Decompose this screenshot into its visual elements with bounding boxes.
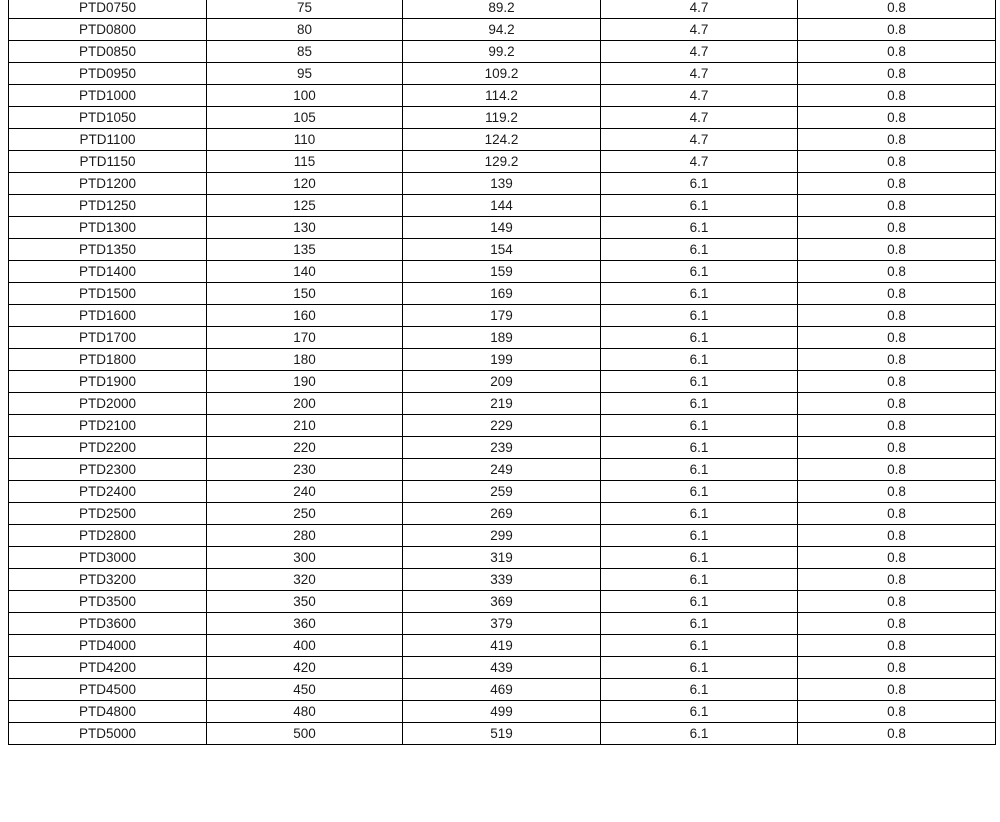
part-code-cell: PTD1900 — [9, 371, 207, 393]
table-row — [9, 85, 996, 107]
outer-diameter-cell: 114.2 — [403, 85, 601, 107]
nominal-size-cell: 85 — [207, 41, 403, 63]
thickness-cell: 0.8 — [798, 437, 996, 459]
thickness-cell: 0.8 — [798, 41, 996, 63]
part-code-cell: PTD1600 — [9, 305, 207, 327]
table-row — [9, 371, 996, 393]
width-cell: 6.1 — [601, 459, 798, 481]
nominal-size-cell: 300 — [207, 547, 403, 569]
part-code-cell: PTD3500 — [9, 591, 207, 613]
nominal-size-cell: 480 — [207, 701, 403, 723]
outer-diameter-cell: 249 — [403, 459, 601, 481]
outer-diameter-cell: 119.2 — [403, 107, 601, 129]
thickness-cell: 0.8 — [798, 217, 996, 239]
width-cell: 6.1 — [601, 503, 798, 525]
outer-diameter-cell: 469 — [403, 679, 601, 701]
width-cell: 6.1 — [601, 657, 798, 679]
width-cell: 4.7 — [601, 85, 798, 107]
table-row — [9, 107, 996, 129]
part-code-cell: PTD2500 — [9, 503, 207, 525]
thickness-cell: 0.8 — [798, 349, 996, 371]
table-row — [9, 701, 996, 723]
table-row — [9, 0, 996, 19]
nominal-size-cell: 160 — [207, 305, 403, 327]
outer-diameter-cell: 154 — [403, 239, 601, 261]
width-cell: 4.7 — [601, 129, 798, 151]
thickness-cell: 0.8 — [798, 503, 996, 525]
outer-diameter-cell: 339 — [403, 569, 601, 591]
nominal-size-cell: 130 — [207, 217, 403, 239]
thickness-cell: 0.8 — [798, 283, 996, 305]
outer-diameter-cell: 419 — [403, 635, 601, 657]
thickness-cell: 0.8 — [798, 85, 996, 107]
nominal-size-cell: 115 — [207, 151, 403, 173]
nominal-size-cell: 105 — [207, 107, 403, 129]
width-cell: 6.1 — [601, 679, 798, 701]
width-cell: 6.1 — [601, 481, 798, 503]
width-cell: 6.1 — [601, 195, 798, 217]
table-row — [9, 547, 996, 569]
nominal-size-cell: 230 — [207, 459, 403, 481]
nominal-size-cell: 180 — [207, 349, 403, 371]
thickness-cell: 0.8 — [798, 19, 996, 41]
part-code-cell: PTD2300 — [9, 459, 207, 481]
part-code-cell: PTD2000 — [9, 393, 207, 415]
width-cell: 6.1 — [601, 635, 798, 657]
nominal-size-cell: 420 — [207, 657, 403, 679]
nominal-size-cell: 100 — [207, 85, 403, 107]
outer-diameter-cell: 319 — [403, 547, 601, 569]
outer-diameter-cell: 439 — [403, 657, 601, 679]
table-row — [9, 239, 996, 261]
table-row — [9, 679, 996, 701]
outer-diameter-cell: 199 — [403, 349, 601, 371]
thickness-cell: 0.8 — [798, 239, 996, 261]
thickness-cell: 0.8 — [798, 415, 996, 437]
thickness-cell: 0.8 — [798, 525, 996, 547]
outer-diameter-cell: 299 — [403, 525, 601, 547]
part-code-cell: PTD1700 — [9, 327, 207, 349]
thickness-cell: 0.8 — [798, 723, 996, 745]
outer-diameter-cell: 189 — [403, 327, 601, 349]
table-row — [9, 19, 996, 41]
nominal-size-cell: 220 — [207, 437, 403, 459]
thickness-cell: 0.8 — [798, 129, 996, 151]
outer-diameter-cell: 139 — [403, 173, 601, 195]
table-row — [9, 613, 996, 635]
width-cell: 6.1 — [601, 283, 798, 305]
outer-diameter-cell: 259 — [403, 481, 601, 503]
spec-table — [8, 0, 996, 745]
part-code-cell: PTD0750 — [9, 0, 207, 19]
nominal-size-cell: 200 — [207, 393, 403, 415]
outer-diameter-cell: 169 — [403, 283, 601, 305]
outer-diameter-cell: 144 — [403, 195, 601, 217]
nominal-size-cell: 240 — [207, 481, 403, 503]
table-row — [9, 657, 996, 679]
thickness-cell: 0.8 — [798, 591, 996, 613]
width-cell: 6.1 — [601, 305, 798, 327]
nominal-size-cell: 360 — [207, 613, 403, 635]
outer-diameter-cell: 499 — [403, 701, 601, 723]
table-row — [9, 349, 996, 371]
part-code-cell: PTD1250 — [9, 195, 207, 217]
width-cell: 6.1 — [601, 239, 798, 261]
thickness-cell: 0.8 — [798, 107, 996, 129]
part-code-cell: PTD1150 — [9, 151, 207, 173]
part-code-cell: PTD1400 — [9, 261, 207, 283]
part-code-cell: PTD2100 — [9, 415, 207, 437]
nominal-size-cell: 320 — [207, 569, 403, 591]
part-code-cell: PTD0800 — [9, 19, 207, 41]
nominal-size-cell: 125 — [207, 195, 403, 217]
nominal-size-cell: 135 — [207, 239, 403, 261]
thickness-cell: 0.8 — [798, 613, 996, 635]
table-row — [9, 635, 996, 657]
part-code-cell: PTD2400 — [9, 481, 207, 503]
part-code-cell: PTD1300 — [9, 217, 207, 239]
width-cell: 6.1 — [601, 701, 798, 723]
table-row — [9, 525, 996, 547]
width-cell: 6.1 — [601, 723, 798, 745]
table-row — [9, 569, 996, 591]
table-row — [9, 173, 996, 195]
table-row — [9, 481, 996, 503]
part-code-cell: PTD4500 — [9, 679, 207, 701]
outer-diameter-cell: 94.2 — [403, 19, 601, 41]
width-cell: 6.1 — [601, 591, 798, 613]
outer-diameter-cell: 129.2 — [403, 151, 601, 173]
part-code-cell: PTD3000 — [9, 547, 207, 569]
part-code-cell: PTD1100 — [9, 129, 207, 151]
outer-diameter-cell: 369 — [403, 591, 601, 613]
width-cell: 4.7 — [601, 63, 798, 85]
part-code-cell: PTD1500 — [9, 283, 207, 305]
thickness-cell: 0.8 — [798, 459, 996, 481]
part-code-cell: PTD1800 — [9, 349, 207, 371]
nominal-size-cell: 95 — [207, 63, 403, 85]
outer-diameter-cell: 519 — [403, 723, 601, 745]
outer-diameter-cell: 124.2 — [403, 129, 601, 151]
part-code-cell: PTD4000 — [9, 635, 207, 657]
thickness-cell: 0.8 — [798, 195, 996, 217]
outer-diameter-cell: 379 — [403, 613, 601, 635]
table-row — [9, 195, 996, 217]
thickness-cell: 0.8 — [798, 371, 996, 393]
nominal-size-cell: 150 — [207, 283, 403, 305]
nominal-size-cell: 400 — [207, 635, 403, 657]
width-cell: 6.1 — [601, 547, 798, 569]
width-cell: 6.1 — [601, 569, 798, 591]
nominal-size-cell: 450 — [207, 679, 403, 701]
outer-diameter-cell: 109.2 — [403, 63, 601, 85]
outer-diameter-cell: 269 — [403, 503, 601, 525]
table-row — [9, 63, 996, 85]
part-code-cell: PTD1200 — [9, 173, 207, 195]
thickness-cell: 0.8 — [798, 547, 996, 569]
nominal-size-cell: 190 — [207, 371, 403, 393]
outer-diameter-cell: 149 — [403, 217, 601, 239]
thickness-cell: 0.8 — [798, 635, 996, 657]
table-row — [9, 437, 996, 459]
table-row — [9, 261, 996, 283]
part-code-cell: PTD2800 — [9, 525, 207, 547]
thickness-cell: 0.8 — [798, 63, 996, 85]
outer-diameter-cell: 89.2 — [403, 0, 601, 19]
thickness-cell: 0.8 — [798, 0, 996, 19]
part-code-cell: PTD3600 — [9, 613, 207, 635]
table-row — [9, 591, 996, 613]
part-code-cell: PTD0850 — [9, 41, 207, 63]
width-cell: 6.1 — [601, 349, 798, 371]
part-code-cell: PTD1000 — [9, 85, 207, 107]
outer-diameter-cell: 159 — [403, 261, 601, 283]
width-cell: 6.1 — [601, 393, 798, 415]
outer-diameter-cell: 209 — [403, 371, 601, 393]
outer-diameter-cell: 229 — [403, 415, 601, 437]
spec-table-body — [9, 0, 996, 745]
outer-diameter-cell: 99.2 — [403, 41, 601, 63]
thickness-cell: 0.8 — [798, 481, 996, 503]
part-code-cell: PTD0950 — [9, 63, 207, 85]
outer-diameter-cell: 239 — [403, 437, 601, 459]
table-row — [9, 129, 996, 151]
thickness-cell: 0.8 — [798, 305, 996, 327]
nominal-size-cell: 280 — [207, 525, 403, 547]
width-cell: 4.7 — [601, 0, 798, 19]
outer-diameter-cell: 219 — [403, 393, 601, 415]
width-cell: 4.7 — [601, 151, 798, 173]
part-code-cell: PTD2200 — [9, 437, 207, 459]
width-cell: 6.1 — [601, 217, 798, 239]
table-row — [9, 305, 996, 327]
thickness-cell: 0.8 — [798, 393, 996, 415]
thickness-cell: 0.8 — [798, 151, 996, 173]
part-code-cell: PTD3200 — [9, 569, 207, 591]
part-code-cell: PTD4800 — [9, 701, 207, 723]
table-row — [9, 503, 996, 525]
table-row — [9, 415, 996, 437]
width-cell: 6.1 — [601, 525, 798, 547]
table-row — [9, 283, 996, 305]
spec-table-container — [8, 0, 995, 745]
thickness-cell: 0.8 — [798, 569, 996, 591]
table-row — [9, 151, 996, 173]
part-code-cell: PTD5000 — [9, 723, 207, 745]
nominal-size-cell: 120 — [207, 173, 403, 195]
thickness-cell: 0.8 — [798, 701, 996, 723]
nominal-size-cell: 170 — [207, 327, 403, 349]
thickness-cell: 0.8 — [798, 261, 996, 283]
width-cell: 4.7 — [601, 41, 798, 63]
width-cell: 6.1 — [601, 437, 798, 459]
part-code-cell: PTD1050 — [9, 107, 207, 129]
thickness-cell: 0.8 — [798, 327, 996, 349]
nominal-size-cell: 350 — [207, 591, 403, 613]
part-code-cell: PTD1350 — [9, 239, 207, 261]
table-row — [9, 393, 996, 415]
part-code-cell: PTD4200 — [9, 657, 207, 679]
outer-diameter-cell: 179 — [403, 305, 601, 327]
nominal-size-cell: 80 — [207, 19, 403, 41]
width-cell: 6.1 — [601, 613, 798, 635]
table-row — [9, 723, 996, 745]
nominal-size-cell: 210 — [207, 415, 403, 437]
table-row — [9, 217, 996, 239]
width-cell: 6.1 — [601, 327, 798, 349]
thickness-cell: 0.8 — [798, 679, 996, 701]
nominal-size-cell: 500 — [207, 723, 403, 745]
nominal-size-cell: 140 — [207, 261, 403, 283]
thickness-cell: 0.8 — [798, 173, 996, 195]
nominal-size-cell: 75 — [207, 0, 403, 19]
width-cell: 6.1 — [601, 415, 798, 437]
nominal-size-cell: 110 — [207, 129, 403, 151]
thickness-cell: 0.8 — [798, 657, 996, 679]
table-row — [9, 459, 996, 481]
table-row — [9, 41, 996, 63]
width-cell: 6.1 — [601, 371, 798, 393]
table-row — [9, 327, 996, 349]
nominal-size-cell: 250 — [207, 503, 403, 525]
width-cell: 4.7 — [601, 107, 798, 129]
width-cell: 6.1 — [601, 261, 798, 283]
width-cell: 6.1 — [601, 173, 798, 195]
width-cell: 4.7 — [601, 19, 798, 41]
